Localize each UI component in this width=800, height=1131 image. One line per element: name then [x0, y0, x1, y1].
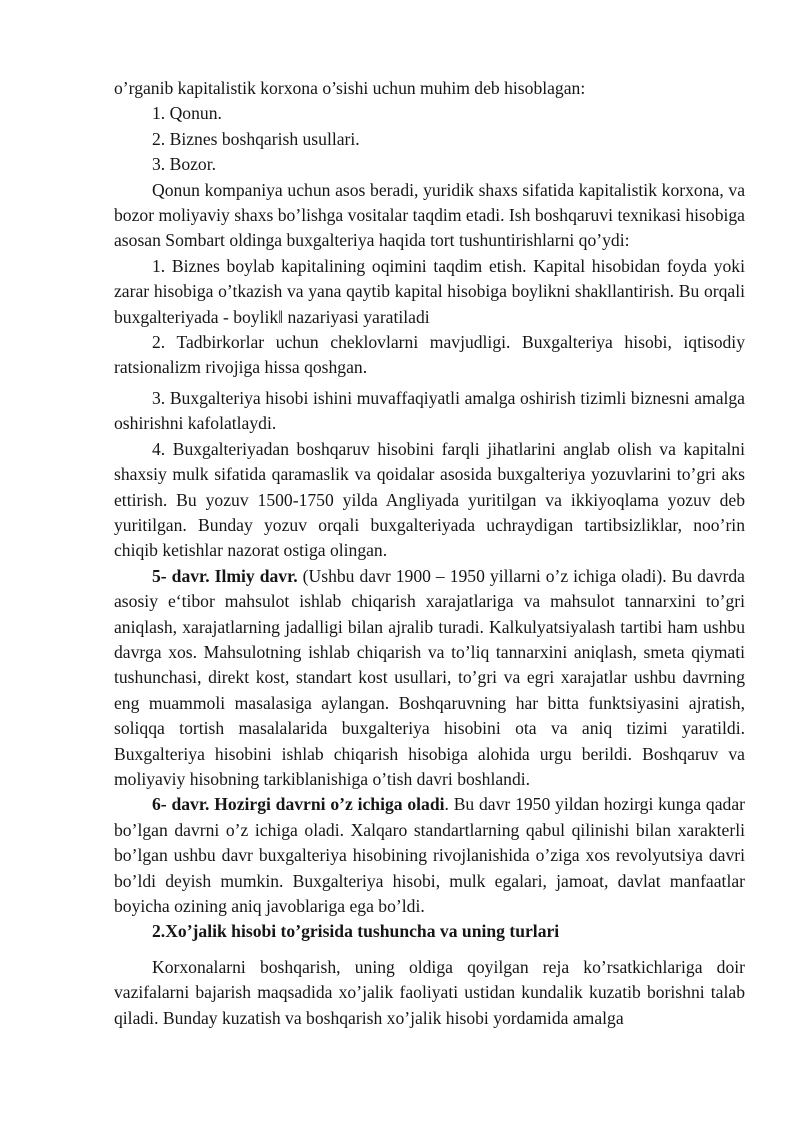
paragraph-num3-buxgalteriya-hisobi [114, 386, 745, 437]
bold-text-run: 2.Xo’jalik hisobi to’grisida tushuncha va uning turlari [152, 921, 560, 942]
text-run: 1. Qonun. [152, 103, 222, 124]
text-run: Korxonalarni boshqarish, uning oldiga qoyilgan reja ko’rsatkichlariga doir vazifalarni bajarish maqsadida xo’jalik faoliyati ustidan kundalik kuzatib borishni talab qiladi. Bunday kuzatish va boshqarish xo’jalik hisobi yordamida amalga [114, 956, 745, 1028]
text-run: (Ushbu davr 1900 – 1950 yillarni o’z ichiga oladi). Bu davrda asosiy e‘tibor mahsulot ishlab chiqarish xarajatlariga va mahsulot tannarxini to’gri aniqlash, xarajatlarning jadalligi bilan ajralib turadi. Kalkulyatsiyalash tartibi ham ushbu davrga xos. Mahsulotning ishlab chiqarish va to’liq tannarxini aniqlash, smeta qiymati tushunchasi, direkt kost, standart kost usullari, to’gri va egri xarajatlar ushbu davrning eng muammoli masalasiga aylangan. Boshqaruvning har bitta funktsiyasini ajratish, soliqqa tortish masalalarida buxgalteriya hisobini ota va aniq tizimi yaratildi. Buxgalteriya hisobini ishlab chiqarish hisobiga alohida urgu berildi. Boshqaruv va moliyaviy hisobning tarkiblanishiga o’tish davri boshlandi. [114, 565, 745, 789]
text-run: . Bu davr 1950 yildan hozirgi kunga qadar bo’lgan davrni o’z ichiga oladi. Xalqaro standartlarning qabul qilinishi bilan xarakterli bo’lgan ushbu davr buxgalteriya hisobining rivojlanishida o’ziga xos revolyutsiya davri bo’ldi deyish mumkin. Buxgalteriya hisobi, mulk egalari, jamoat, davlat manfaatlar boyicha ozining aniq javoblariga ega bo’ldi. [114, 794, 745, 916]
text-run: o’rganib kapitalistik korxona o’sishi uchun muhim deb hisoblagan: [114, 78, 586, 98]
text-run: 3. Bozor. [152, 154, 217, 175]
paragraph-davr5-ilmiy [114, 564, 745, 793]
text-run: 2. Tadbirkorlar uchun cheklovlarni mavjudligi. Buxgalteriya hisobi, iqtisodiy ratsionalizm rivojiga hissa qoshgan. [114, 332, 745, 378]
paragraph-num2-tadbirkorlar [114, 330, 745, 381]
text-run: 4. Buxgalteriyadan boshqaruv hisobini farqli jihatlarini anglab olish va kapitalni shaxsiy mulk sifatida qaramaslik va qoidalar asosida buxgalteriya yozuvlarini to’gri aks ettirish. Bu yozuv 1500-1750 yilda Angliyada yuritilgan va ikkiyoqlama yozuv deb yuritilgan. Bunday yozuv orqali buxgalteriyada uchraydigan tartibsizliklar, noo’rin chiqib ketishlar nazorat ostiga olingan. [114, 438, 745, 561]
bold-text-run: 5- davr. Ilmiy davr. [152, 565, 298, 586]
bold-text-run: 6- davr. Hozirgi davrni o’z ichiga oladi [152, 794, 445, 815]
text-run: 3. Buxgalteriya hisobi ishini muvaffaqiyatli amalga oshirish tizimli biznesni amalga oshirishni kafolatlaydi. [114, 387, 745, 434]
text-run: 1. Biznes boylab kapitalining oqimini taqdim etish. Kapital hisobidan foyda yoki zarar hisobiga o’tkazish va yana qaytib kapital hisobiga boylikni shakllantirish. Bu orqali buxgalteriyada - boylik‖ nazariyasi yaratiladi [114, 255, 745, 327]
document-body [114, 76, 745, 1031]
paragraph-intro [114, 76, 745, 101]
list-item-qonun [114, 101, 745, 126]
paragraph-num1-biznes-boylab [114, 254, 745, 330]
paragraph-num4-buxgalteriyadan [114, 437, 745, 564]
paragraph-korxonalarni [114, 955, 745, 1031]
list-item-bozor [114, 152, 745, 177]
paragraph-davr6-hozirgi [114, 792, 745, 919]
section-heading-xojalik-hisobi [114, 919, 745, 944]
text-run: Qonun kompaniya uchun asos beradi, yuridik shaxs sifatida kapitalistik korxona, va bozor moliyaviy shaxs bo’lishga vositalar taqdim etadi. Ish boshqaruvi texnikasi hisobiga asosan Sombart oldinga buxgalteriya haqida tort tushuntirishlarni qo’ydi: [114, 179, 745, 251]
text-run: 2. Biznes boshqarish usullari. [152, 128, 360, 149]
list-item-biznes [114, 127, 745, 152]
paragraph-qonun-kompaniya [114, 178, 745, 254]
